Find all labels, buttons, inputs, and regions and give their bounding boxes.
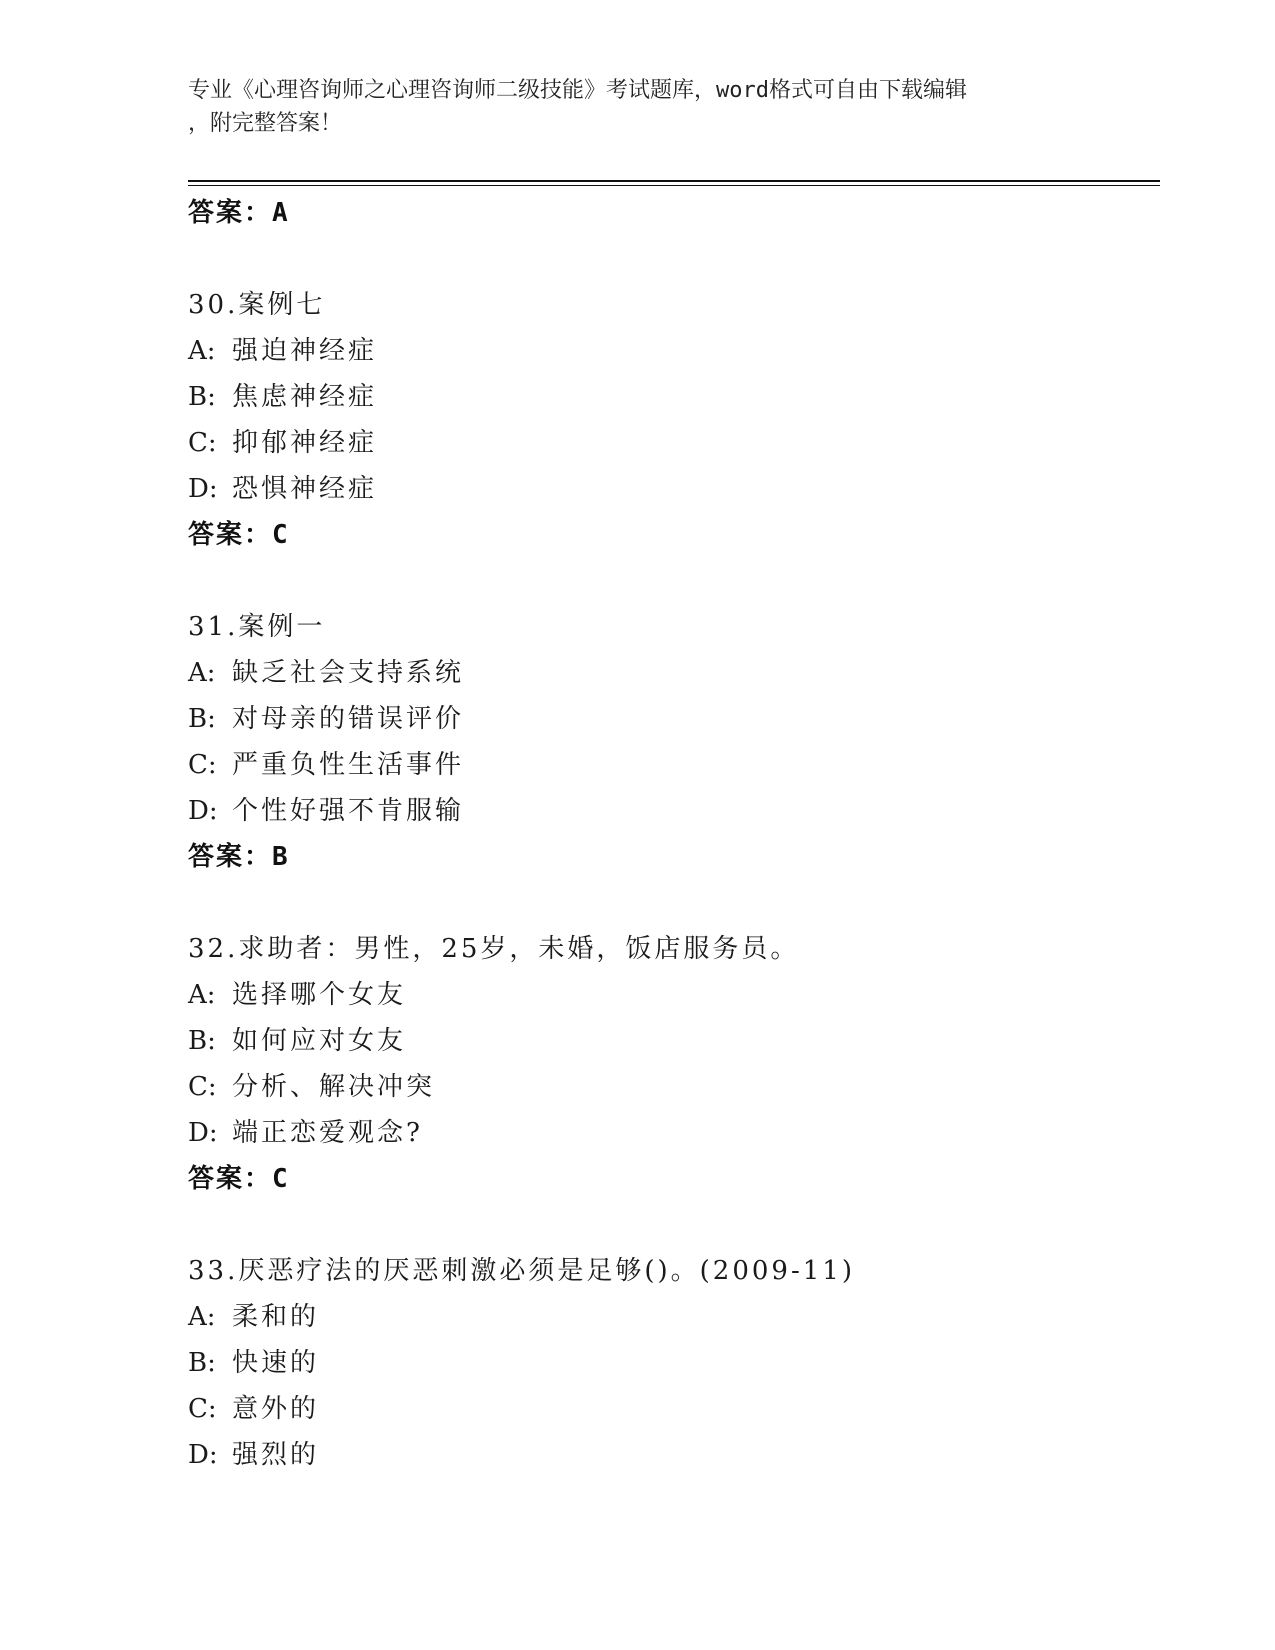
option-key: B:: [188, 704, 216, 734]
option-d: [188, 1110, 1160, 1156]
document-header: [188, 74, 1068, 140]
option-b: [188, 1018, 1160, 1064]
answer-label: 答案：: [188, 842, 273, 872]
option-text: 选择哪个女友: [232, 980, 407, 1010]
question-list: [188, 190, 1160, 1478]
option-c: [188, 742, 1160, 788]
question-text: 31.案例一: [188, 612, 326, 642]
option-c: [188, 1064, 1160, 1110]
option-text: 快速的: [232, 1348, 320, 1378]
answer-label: 答案：: [188, 520, 273, 550]
option-text: 分析、解决冲突: [232, 1072, 436, 1102]
option-key: A:: [188, 1302, 216, 1332]
answer-line: [188, 1156, 1160, 1202]
option-a: [188, 1294, 1160, 1340]
option-d: [188, 466, 1160, 512]
answer-value: A: [272, 198, 288, 228]
option-text: 如何应对女友: [232, 1026, 407, 1056]
option-text: 焦虑神经症: [232, 382, 378, 412]
option-key: C:: [188, 1072, 217, 1102]
option-key: C:: [188, 1394, 217, 1424]
option-d: [188, 1432, 1160, 1478]
answer-value: C: [272, 520, 288, 550]
answer-label: 答案：: [188, 198, 273, 228]
option-d: [188, 788, 1160, 834]
option-b: [188, 696, 1160, 742]
option-text: 缺乏社会支持系统: [232, 658, 465, 688]
option-key: B:: [188, 382, 216, 412]
option-a: [188, 328, 1160, 374]
option-key: D:: [188, 1440, 218, 1470]
option-text: 强烈的: [232, 1440, 320, 1470]
answer-line: [188, 512, 1160, 558]
answer-line: [188, 190, 1160, 236]
option-text: 意外的: [232, 1394, 320, 1424]
option-c: [188, 1386, 1160, 1432]
option-c: [188, 420, 1160, 466]
answer-value: C: [272, 1164, 288, 1194]
option-key: B:: [188, 1026, 216, 1056]
header-divider: [188, 180, 1160, 186]
answer-value: B: [272, 842, 288, 872]
option-text: 严重负性生活事件: [232, 750, 465, 780]
option-a: [188, 650, 1160, 696]
option-key: A:: [188, 336, 216, 366]
option-text: 对母亲的错误评价: [232, 704, 465, 734]
option-text: 强迫神经症: [232, 336, 378, 366]
option-b: [188, 374, 1160, 420]
option-text: 恐惧神经症: [232, 474, 378, 504]
option-key: D:: [188, 1118, 218, 1148]
option-key: D:: [188, 474, 218, 504]
option-text: 抑郁神经症: [232, 428, 378, 458]
option-key: A:: [188, 980, 216, 1010]
option-key: C:: [188, 750, 217, 780]
question-text: 32.求助者：男性，25岁，未婚，饭店服务员。: [188, 934, 800, 964]
answer-label: 答案：: [188, 1164, 273, 1194]
option-text: 端正恋爱观念?: [232, 1118, 423, 1148]
option-key: B:: [188, 1348, 216, 1378]
question-text: 30.案例七: [188, 290, 326, 320]
option-key: A:: [188, 658, 216, 688]
option-key: D:: [188, 796, 218, 826]
answer-line: [188, 834, 1160, 880]
option-text: 个性好强不肯服输: [232, 796, 465, 826]
option-text: 柔和的: [232, 1302, 320, 1332]
header-line-2: ，附完整答案！: [188, 111, 343, 136]
option-key: C:: [188, 428, 217, 458]
option-b: [188, 1340, 1160, 1386]
question-text: 33.厌恶疗法的厌恶刺激必须是足够()。(2009-11): [188, 1256, 855, 1286]
header-line-1: 专业《心理咨询师之心理咨询师二级技能》考试题库，word格式可自由下载编辑: [188, 78, 967, 103]
option-a: [188, 972, 1160, 1018]
